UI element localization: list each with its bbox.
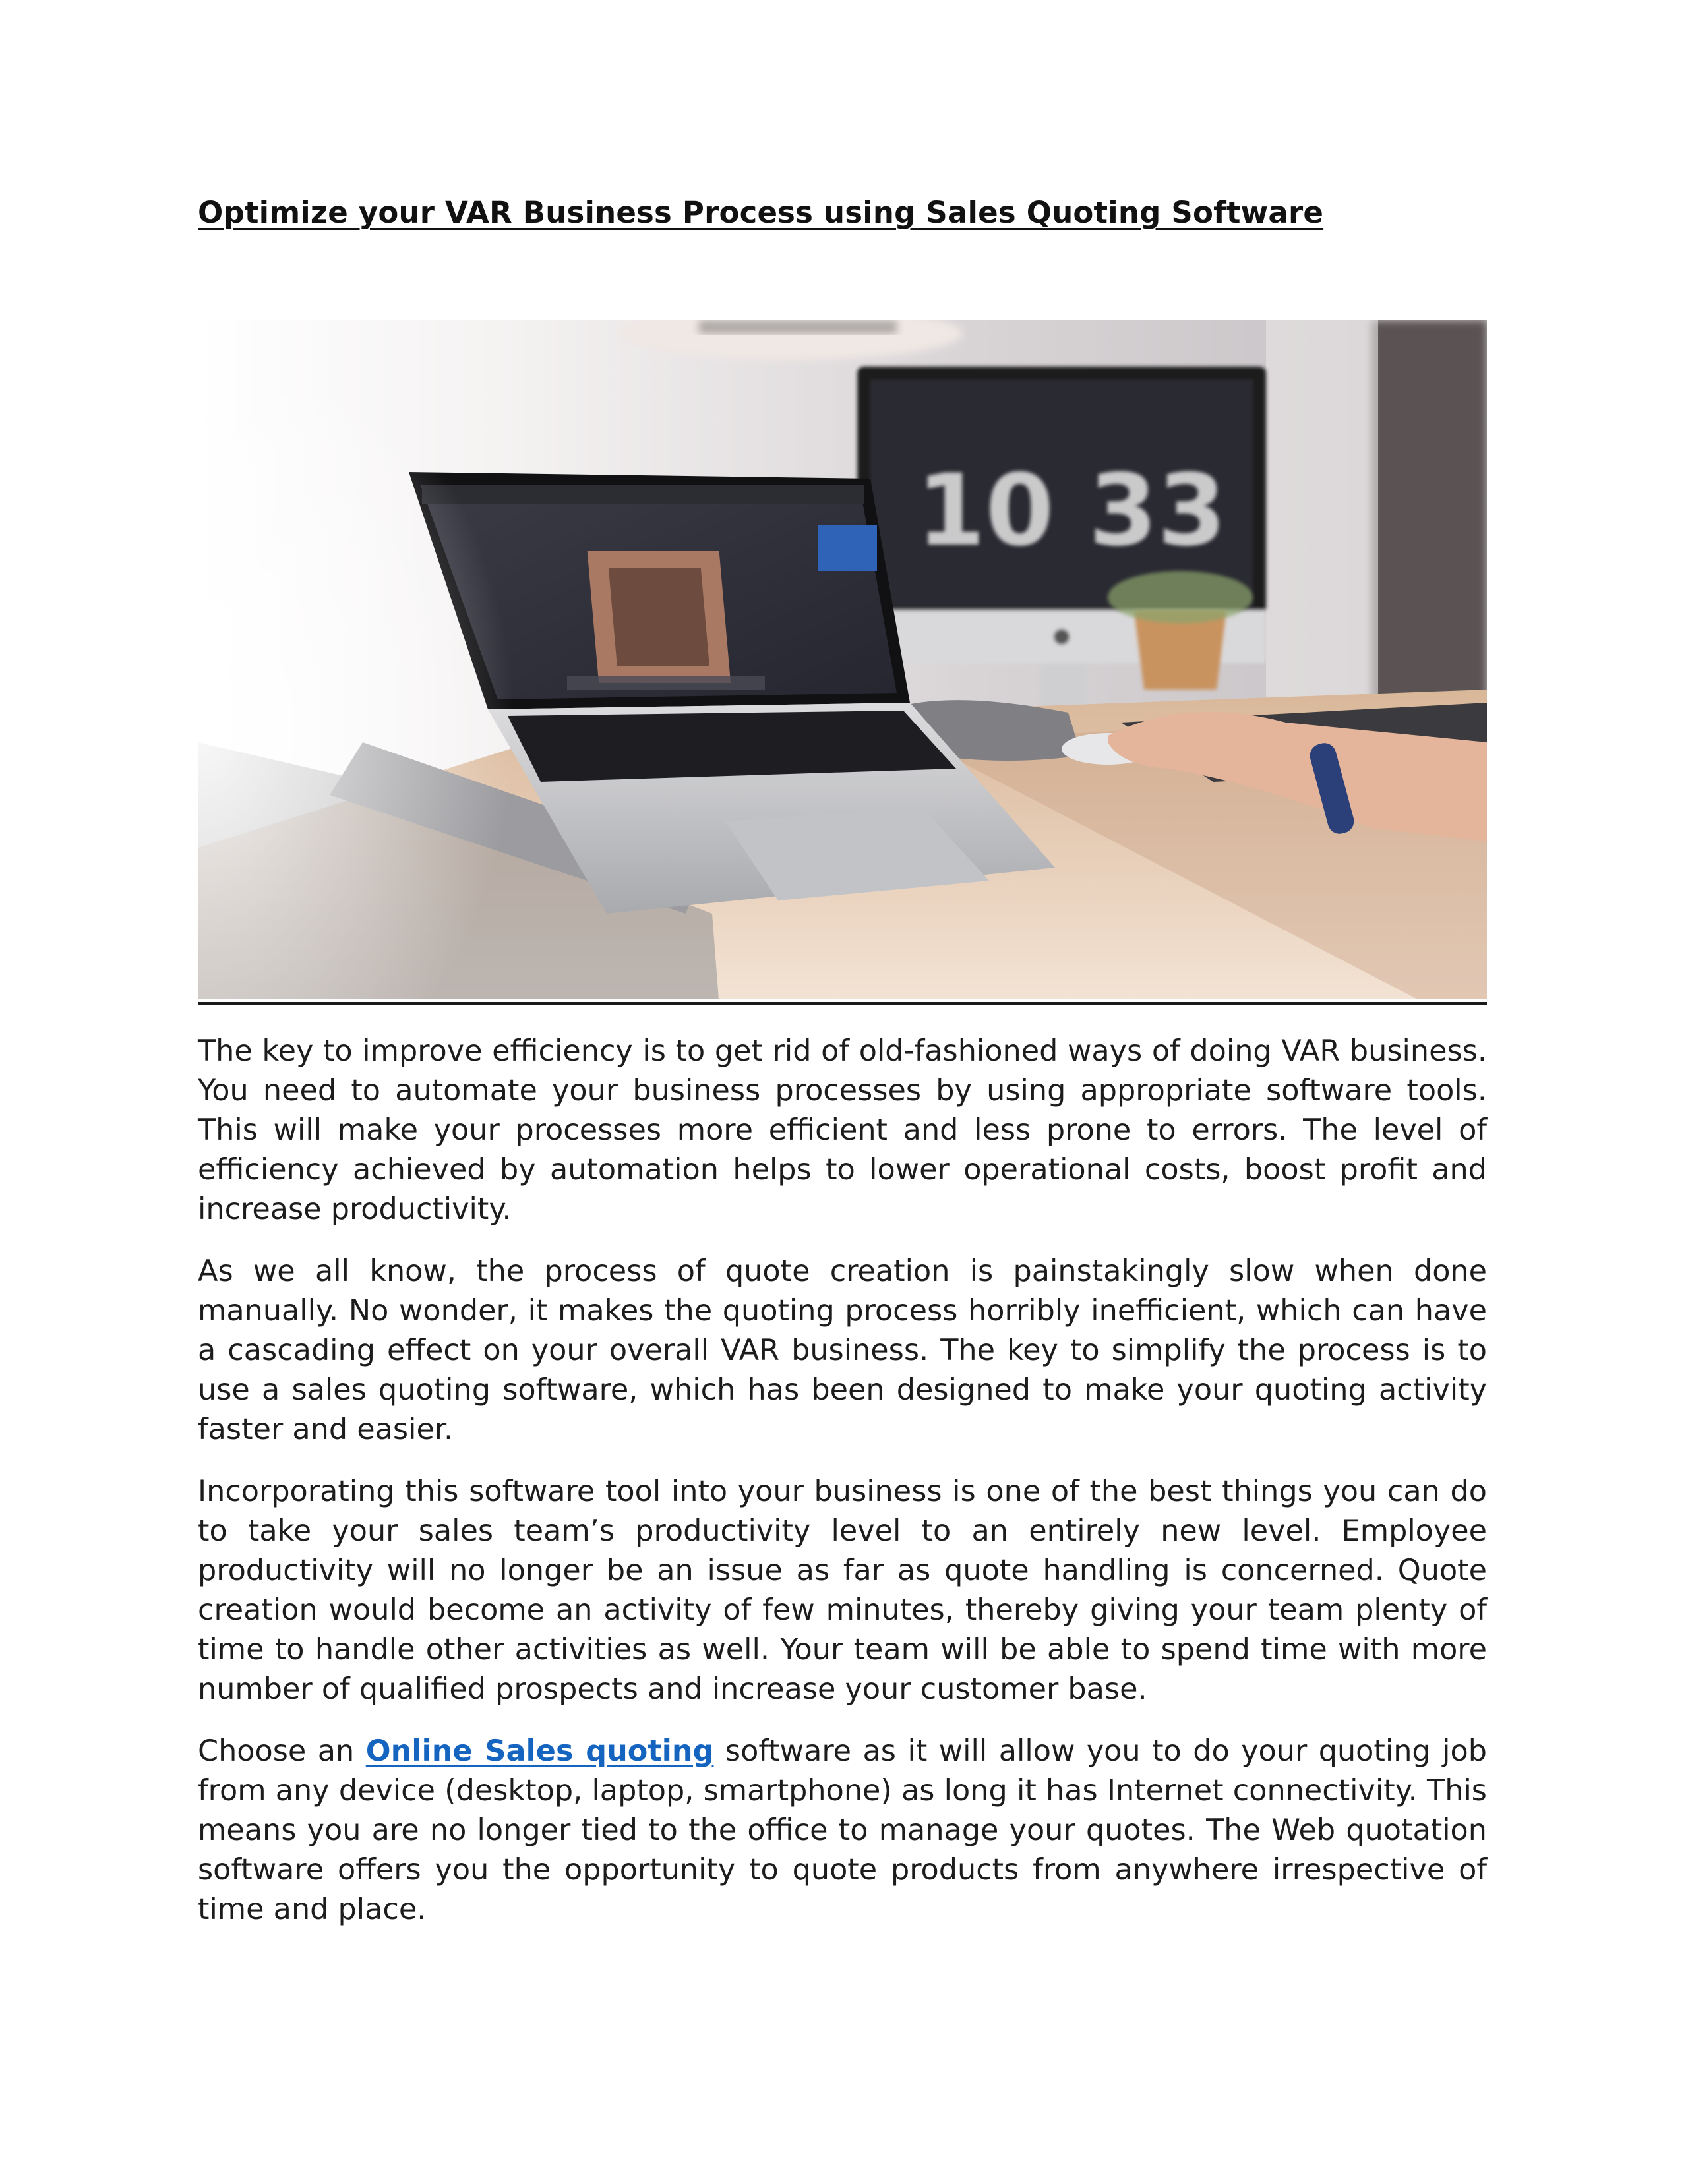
monitor-clock-text: 10 33 — [917, 454, 1226, 568]
paragraph-4 — [198, 1732, 1487, 1930]
horizontal-divider — [198, 1002, 1487, 1005]
page-title: Optimize your VAR Business Process using Sales Quoting Software — [198, 195, 1324, 230]
paragraph-4-suffix: software as it will allow you to do your quoting job from any device (desktop, laptop, smartphone) as long it has Internet connectivity. This means you are no longer tied to the office to manage your quotes. The Web quotation software offers you the opportunity to quote products from anywhere irrespective of time and place. — [198, 1734, 1487, 1926]
paragraph-1: The key to improve efficiency is to get rid of old-fashioned ways of doing VAR business. You need to automate your business processes by using appropriate software tools. This will make your processes more efficient and less prone to errors. The level of efficiency achieved by automation helps to lower operational costs, boost profit and increase productivity. — [198, 1034, 1487, 1226]
paragraph-4-prefix: Choose an — [198, 1734, 366, 1768]
laptop-on-desk-photo — [198, 320, 1487, 999]
article-body — [198, 1032, 1487, 1952]
online-sales-quoting-link[interactable]: Online Sales quoting — [365, 1734, 714, 1768]
paragraph-3: Incorporating this software tool into your business is one of the best things you can do to take your sales team’s productivity level to an entirely new level. Employee productivity will no longer be an issue as far as quote handling is concerned. Quote creation would become an activity of few minutes, thereby giving your team plenty of time to handle other activities as well. Your team will be able to spend time with more number of qualified prospects and increase your customer base. — [198, 1475, 1487, 1706]
paragraph-2: As we all know, the process of quote creation is painstakingly slow when done manually. No wonder, it makes the quoting process horribly inefficient, which can have a cascading effect on your overall VAR business. The key to simplify the process is to use a sales quoting software, which has been designed to make your quoting activity faster and easier. — [198, 1254, 1487, 1446]
